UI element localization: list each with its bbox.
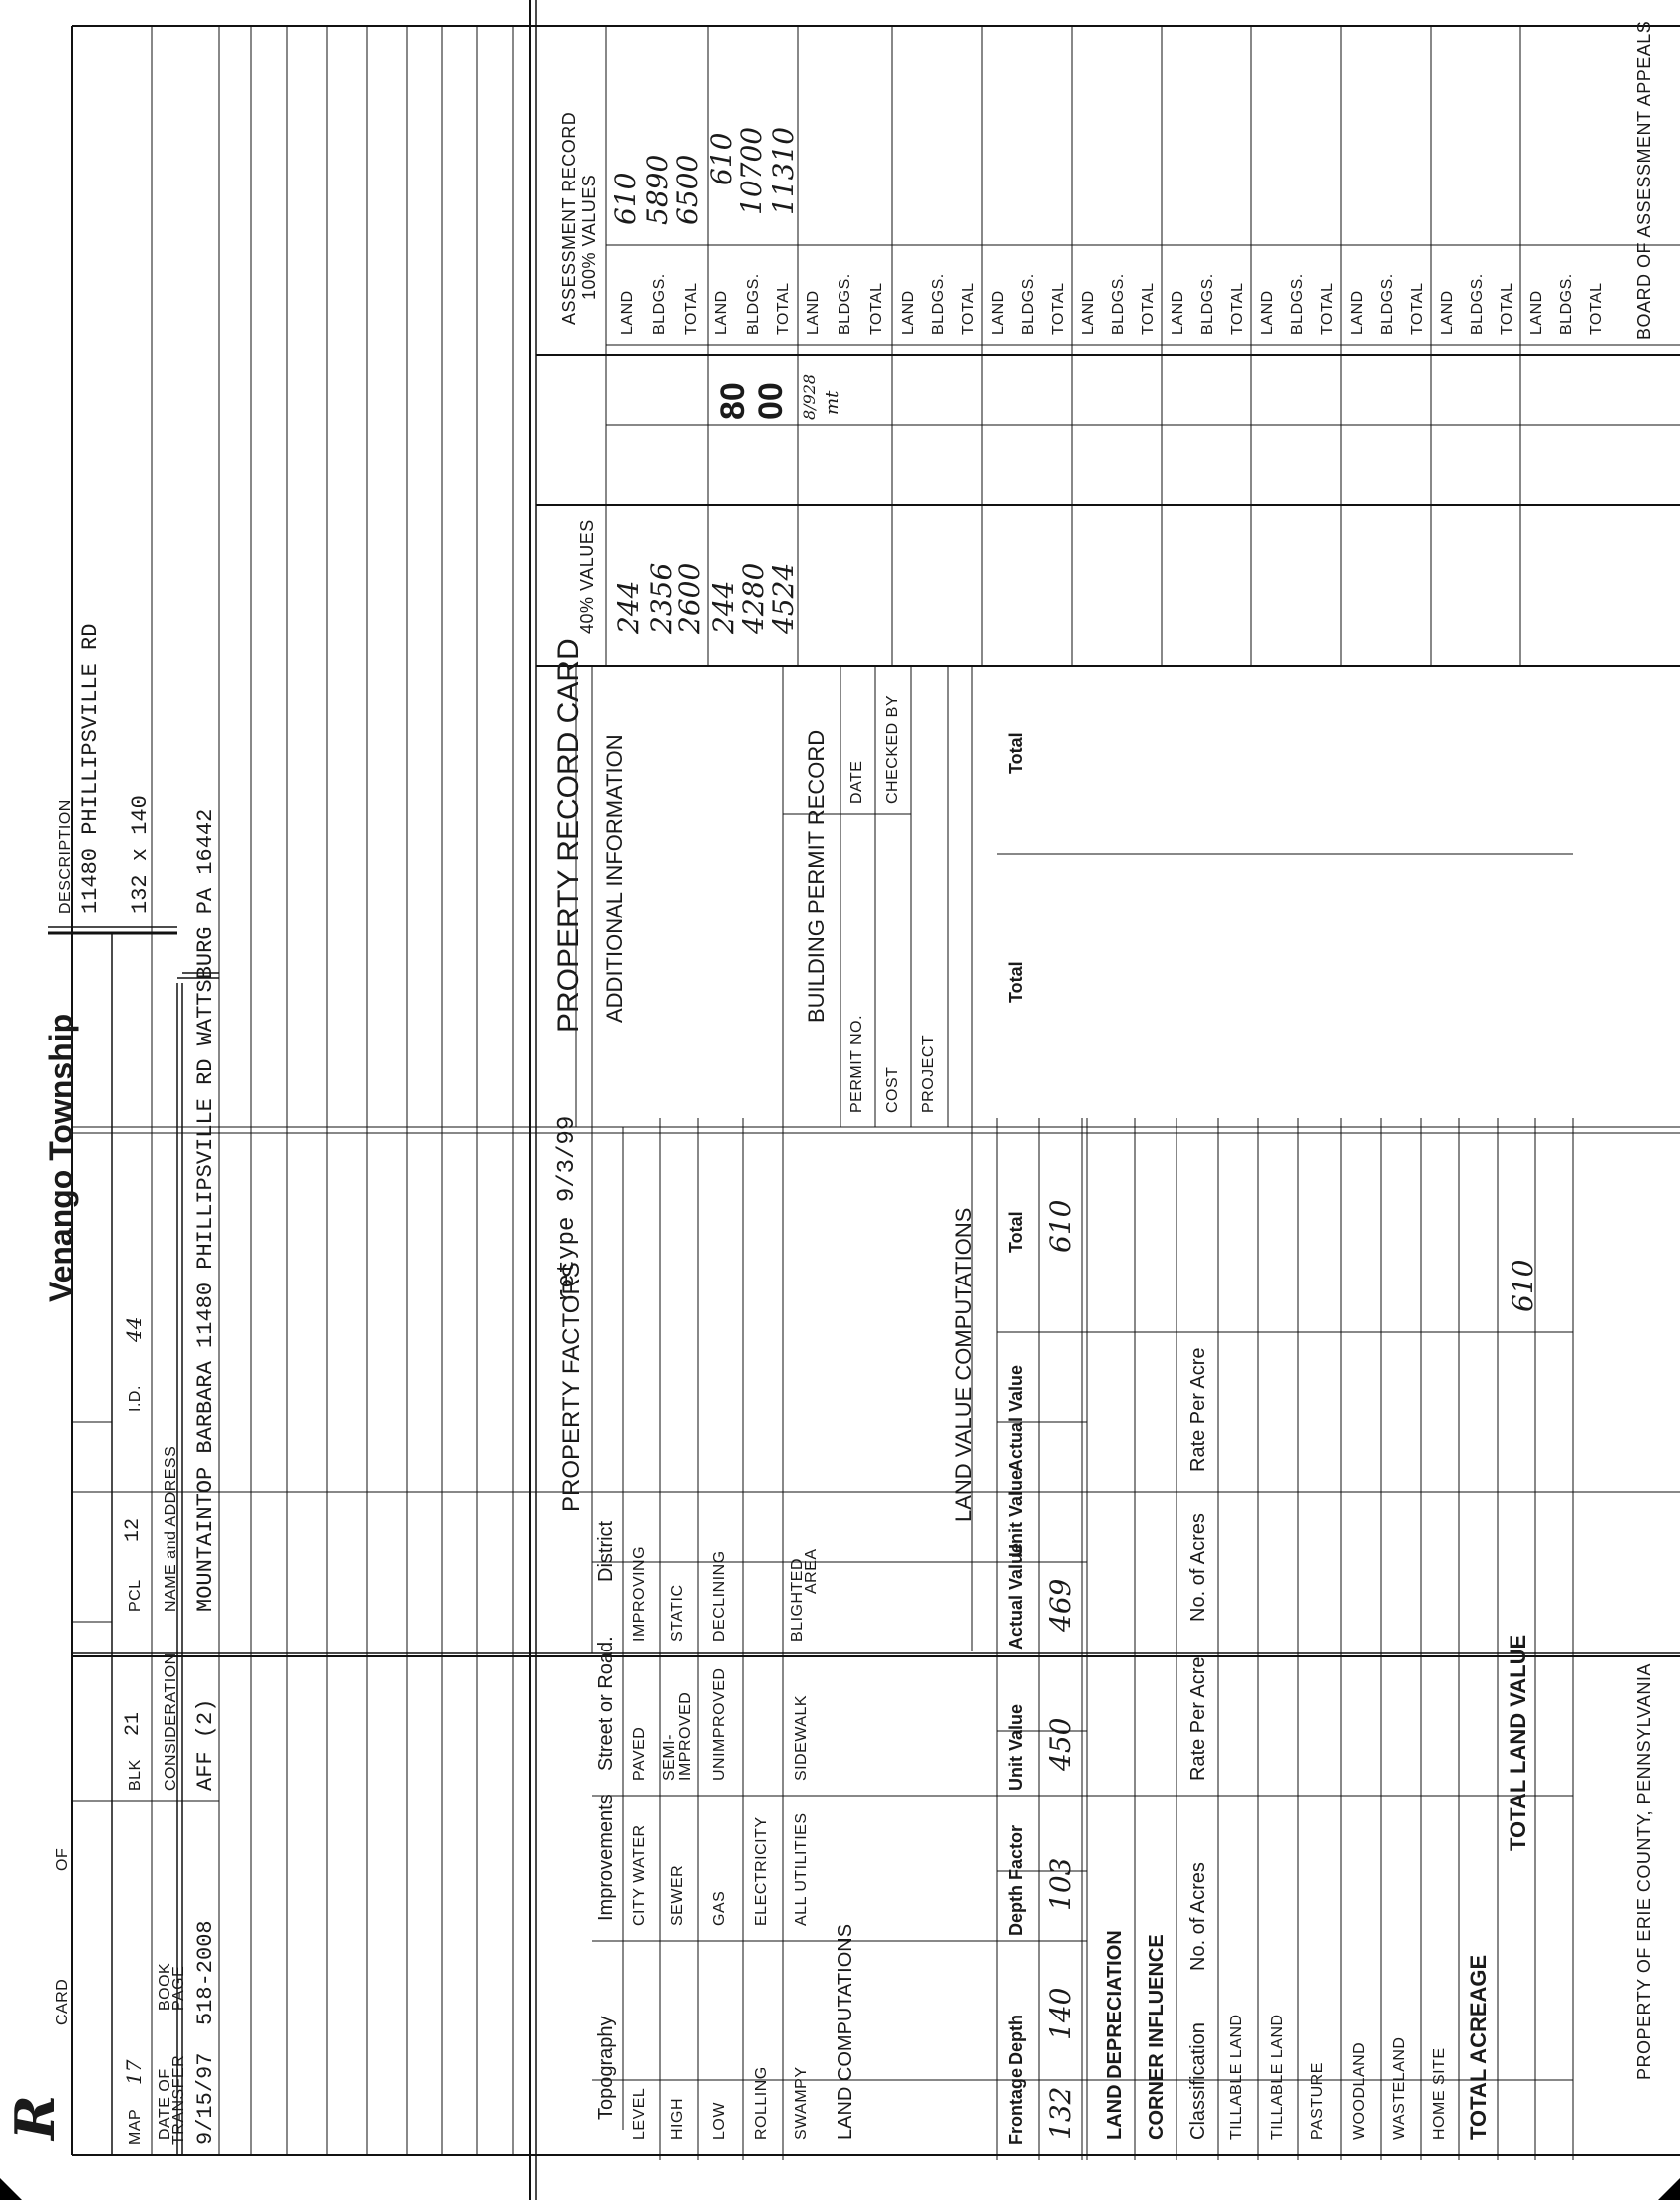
as-land-2: LAND [713,290,730,335]
street-improved: IMPROVED [677,1691,694,1781]
col-total-1: Total [1006,1211,1026,1253]
transfer-book-page: 518-2008 [193,1920,218,2025]
assessment-subtitle: 100% VALUES [579,174,599,300]
topo-low: LOW [711,2102,728,2140]
value-40-3: 2600 [673,562,706,634]
township-title: Venango Township [43,1013,79,1302]
values-40-title: 40% VALUES [577,519,597,634]
col-total-3: Total [1006,732,1026,774]
permit-date-label: DATE [848,760,865,804]
as-value-total-1: 6500 [671,154,704,225]
actual-value-value: 469 [1044,1578,1077,1632]
district-header: District [595,1520,617,1582]
as-bldgs-10: BLDGS. [1469,273,1486,335]
corner-influence-label: CORNER INFLUENCE [1146,1934,1168,2140]
as-total-4: TOTAL [960,282,977,335]
land-depreciation-label: LAND DEPRECIATION [1104,1930,1126,2140]
street-semi: SEMI- [661,1734,678,1781]
col-depth: Depth [1006,2015,1026,2065]
pcl-label: PCL [127,1579,144,1612]
impr-all-utilities: ALL UTILITIES [793,1812,810,1926]
year-note-80: 80 [714,382,752,420]
depth-value: 140 [1044,1987,1077,2040]
district-blighted: BLIGHTED [789,1557,806,1642]
as-land-5: LAND [990,290,1007,335]
description-label: DESCRIPTION [57,799,74,914]
topo-swampy: SWAMPY [793,2066,810,2140]
as-land-1: LAND [619,290,636,335]
as-value-total-2: 11310 [767,126,800,215]
as-total-2: TOTAL [775,282,792,335]
as-bldgs-8: BLDGS. [1289,273,1306,335]
description-value: 11480 PHILLIPSVILLE RD [78,623,103,914]
impr-sewer: SEWER [669,1864,686,1926]
as-land-9: LAND [1349,290,1366,335]
district-improving: IMPROVING [631,1545,648,1642]
as-land-6: LAND [1080,290,1097,335]
street-paved: PAVED [631,1726,648,1781]
as-land-3: LAND [805,290,822,335]
as-value-land-2: 610 [705,132,738,185]
name-address-label: NAME and ADDRESS [163,1445,179,1612]
project-label: PROJECT [920,1034,937,1113]
map-label: MAP [127,2108,144,2145]
total-acreage-label: TOTAL ACREAGE [1466,1954,1491,2140]
land-computations-label: LAND COMPUTATIONS [835,1923,856,2140]
impr-city-water: CITY WATER [631,1824,648,1926]
note-initials: mt [822,390,842,415]
street-unimproved: UNIMPROVED [711,1667,728,1781]
as-bldgs-3: BLDGS. [837,273,853,335]
topo-rolling: ROLLING [753,2066,770,2140]
checked-by-label: CHECKED BY [884,694,901,804]
as-total-8: TOTAL [1319,282,1336,335]
as-land-7: LAND [1170,290,1186,335]
district-declining: DECLINING [711,1550,728,1642]
year-note-00: 00 [752,382,790,420]
land-total-value: 610 [1044,1199,1077,1253]
r-mark: R [3,2095,67,2140]
id-value: 44 [122,1316,146,1342]
as-total-10: TOTAL [1499,282,1515,335]
retype-note: retype 9/3/99 [554,1115,581,1302]
permit-cost-label: COST [884,1066,901,1113]
as-value-bldgs-2: 10700 [735,126,768,215]
id-label: I.D. [127,1385,144,1412]
col-depth-factor: Depth Factor [1006,1824,1026,1936]
topo-high: HIGH [669,2098,686,2140]
value-40-4: 244 [707,580,740,634]
col-actual-value-2: Actual Value [1006,1364,1026,1472]
class-tillable-land: TILLABLE LAND [1228,2014,1245,2140]
depth-factor-value: 103 [1044,1857,1077,1911]
as-land-10: LAND [1439,290,1456,335]
as-bldgs-1: BLDGS. [651,273,668,335]
additional-info-label: ADDITIONAL INFORMATION [602,734,627,1023]
map-value: 17 [122,2059,146,2085]
total-land-value-label: TOTAL LAND VALUE [1506,1634,1530,1851]
as-bldgs-5: BLDGS. [1020,273,1037,335]
impr-gas: GAS [711,1890,728,1926]
as-value-land-1: 610 [609,172,642,225]
card-label: CARD [54,1978,71,2025]
property-record-card-title: PROPERTY RECORD CARD [552,638,585,1033]
impr-electricity: ELECTRICITY [753,1816,770,1926]
col-frontage: Frontage [1006,2067,1026,2145]
rate-per-acre-header-2: Rate Per Acre [1187,1347,1209,1472]
value-40-5: 4280 [737,562,770,634]
value-40-6: 4524 [767,562,800,634]
topography-header: Topography [595,2016,617,2120]
dimensions-value: 132 x 140 [128,795,153,914]
assessment-title: ASSESSMENT RECORD [559,111,579,325]
date-transfer-label-2: TRANSFER [170,2054,187,2145]
pcl-value: 12 [122,1517,145,1542]
as-bldgs-6: BLDGS. [1110,273,1127,335]
district-static: STATIC [669,1584,686,1642]
book-label: BOOK [157,1962,173,2011]
transfer-name-address: MOUNTAINTOP BARBARA 11480 PHILLIPSVILLE RD WATTSBURG PA 16442 [193,808,218,1612]
col-actual-value: Actual Value [1006,1542,1026,1650]
as-land-11: LAND [1528,290,1545,335]
as-total-5: TOTAL [1050,282,1067,335]
as-bldgs-2: BLDGS. [745,273,762,335]
as-land-4: LAND [900,290,917,335]
col-unit-value: Unit Value [1006,1703,1026,1791]
as-total-9: TOTAL [1409,282,1426,335]
transfer-consideration: AFF (2) [193,1698,218,1791]
value-40-2: 2356 [645,562,678,634]
page-label: PAGE [170,1965,187,2011]
land-value-computations-title: LAND VALUE COMPUTATIONS [951,1207,976,1522]
blk-value: 21 [122,1711,145,1736]
as-bldgs-11: BLDGS. [1558,273,1575,335]
class-pasture: PASTURE [1309,2062,1326,2140]
of-label: OF [54,1847,71,1871]
as-value-bldgs-1: 5890 [641,154,674,225]
blk-label: BLK [127,1759,144,1791]
col-total-2: Total [1006,961,1026,1003]
as-total-7: TOTAL [1229,282,1246,335]
unit-value-value: 450 [1044,1717,1077,1771]
class-tillable-land-2: TILLABLE LAND [1269,2014,1286,2140]
building-permit-title: BUILDING PERMIT RECORD [804,729,829,1023]
street-sidewalk: SIDEWALK [793,1694,810,1781]
consideration-label: CONSIDERATION [163,1652,179,1791]
note-date: 8/928 [800,373,819,420]
as-land-8: LAND [1259,290,1276,335]
permit-no-label: PERMIT NO. [848,1014,865,1113]
date-transfer-label: DATE OF [157,2068,173,2140]
as-bldgs-7: BLDGS. [1199,273,1216,335]
frontage-value: 132 [1044,2086,1077,2140]
rate-per-acre-header-1: Rate Per Acre [1187,1656,1209,1781]
as-total-11: TOTAL [1588,282,1605,335]
class-wasteland: WASTELAND [1391,2036,1408,2140]
no-acres-header-1: No. of Acres [1187,1862,1209,1971]
class-woodland: WOODLAND [1351,2041,1368,2140]
street-header: Street or Road. [595,1636,617,1771]
as-total-3: TOTAL [868,282,885,335]
footer-property-of: PROPERTY OF ERIE COUNTY, PENNSYLVANIA [1634,1663,1654,2080]
as-total-1: TOTAL [683,282,700,335]
class-home-site: HOME SITE [1431,2047,1448,2140]
no-acres-header-2: No. of Acres [1187,1513,1209,1622]
footer-board: BOARD OF ASSESSMENT APPEALS [1634,20,1654,340]
as-bldgs-4: BLDGS. [930,273,947,335]
as-total-6: TOTAL [1140,282,1157,335]
classification-header: Classification [1187,2022,1209,2140]
transfer-date: 9/15/97 [193,2052,218,2145]
value-40-1: 244 [612,580,645,634]
total-land-value-amount: 610 [1507,1259,1539,1312]
topo-level: LEVEL [631,2087,648,2140]
district-area: AREA [803,1548,820,1594]
as-bldgs-9: BLDGS. [1379,273,1396,335]
property-factors-title: PROPERTY FACTORS [558,1262,585,1512]
col-unit-value-2: Unit Value [1006,1469,1026,1557]
improvements-header: Improvements [595,1794,617,1921]
